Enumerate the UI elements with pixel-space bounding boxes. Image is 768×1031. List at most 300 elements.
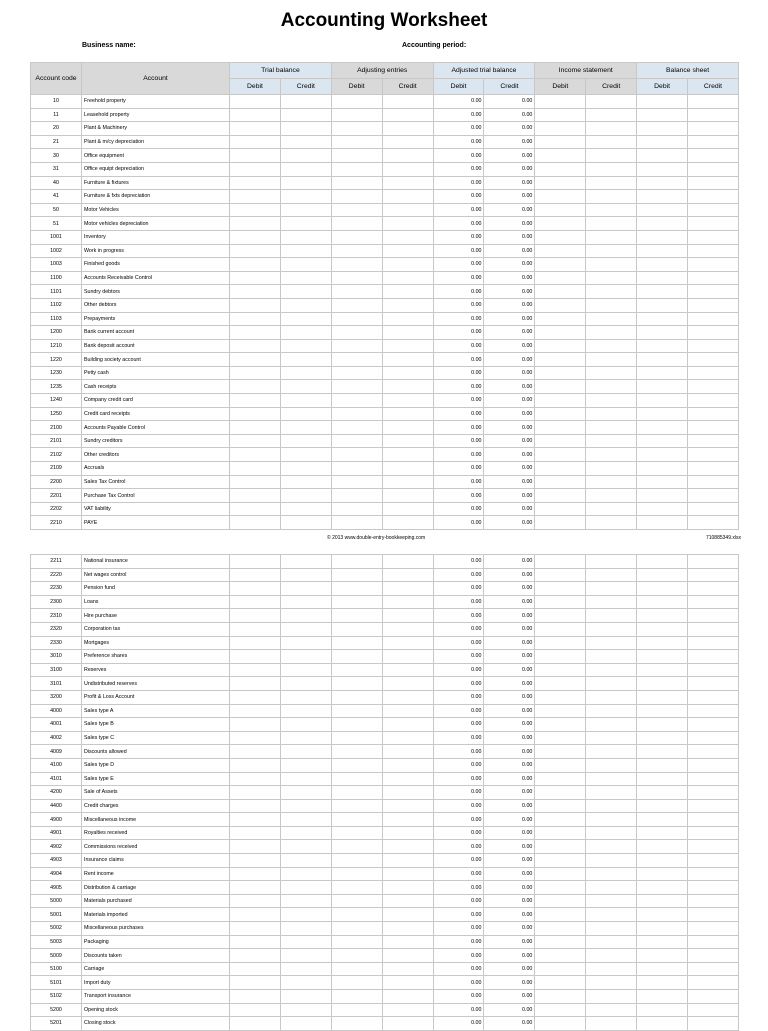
amount-cell[interactable] (280, 312, 331, 326)
account-code-cell[interactable]: 4905 (31, 881, 82, 895)
amount-cell[interactable] (280, 758, 331, 772)
adjusted-credit-cell[interactable]: 0.00 (484, 677, 535, 691)
amount-cell[interactable] (637, 935, 688, 949)
amount-cell[interactable] (688, 935, 739, 949)
amount-cell[interactable] (280, 636, 331, 650)
amount-cell[interactable] (280, 690, 331, 704)
adjusted-debit-cell[interactable]: 0.00 (433, 516, 484, 530)
amount-cell[interactable] (382, 582, 433, 596)
adjusted-debit-cell[interactable]: 0.00 (433, 217, 484, 231)
account-name-cell[interactable]: Bank deposit account (82, 339, 230, 353)
account-code-cell[interactable]: 2102 (31, 448, 82, 462)
amount-cell[interactable] (535, 758, 586, 772)
adjusted-debit-cell[interactable]: 0.00 (433, 339, 484, 353)
amount-cell[interactable] (586, 448, 637, 462)
amount-cell[interactable] (688, 922, 739, 936)
amount-cell[interactable] (688, 475, 739, 489)
amount-cell[interactable] (280, 339, 331, 353)
amount-cell[interactable] (230, 339, 281, 353)
amount-cell[interactable] (230, 122, 281, 136)
amount-cell[interactable] (230, 813, 281, 827)
amount-cell[interactable] (331, 176, 382, 190)
amount-cell[interactable] (382, 772, 433, 786)
amount-cell[interactable] (637, 1003, 688, 1017)
amount-cell[interactable] (230, 516, 281, 530)
amount-cell[interactable] (535, 636, 586, 650)
adjusted-debit-cell[interactable]: 0.00 (433, 122, 484, 136)
amount-cell[interactable] (586, 799, 637, 813)
adjusted-credit-cell[interactable]: 0.00 (484, 489, 535, 503)
amount-cell[interactable] (331, 854, 382, 868)
amount-cell[interactable] (331, 731, 382, 745)
amount-cell[interactable] (688, 339, 739, 353)
adjusted-debit-cell[interactable]: 0.00 (433, 190, 484, 204)
adjusted-credit-cell[interactable]: 0.00 (484, 786, 535, 800)
amount-cell[interactable] (230, 840, 281, 854)
amount-cell[interactable] (280, 394, 331, 408)
adjusted-debit-cell[interactable]: 0.00 (433, 772, 484, 786)
amount-cell[interactable] (586, 285, 637, 299)
amount-cell[interactable] (535, 622, 586, 636)
amount-cell[interactable] (382, 990, 433, 1004)
adjusted-credit-cell[interactable]: 0.00 (484, 407, 535, 421)
account-name-cell[interactable]: Sundry creditors (82, 434, 230, 448)
amount-cell[interactable] (688, 663, 739, 677)
adjusted-debit-cell[interactable]: 0.00 (433, 799, 484, 813)
amount-cell[interactable] (382, 677, 433, 691)
adjusted-credit-cell[interactable]: 0.00 (484, 339, 535, 353)
amount-cell[interactable] (230, 1003, 281, 1017)
adjusted-debit-cell[interactable]: 0.00 (433, 636, 484, 650)
amount-cell[interactable] (382, 462, 433, 476)
amount-cell[interactable] (331, 203, 382, 217)
adjusted-credit-cell[interactable]: 0.00 (484, 462, 535, 476)
amount-cell[interactable] (535, 203, 586, 217)
account-code-cell[interactable]: 1240 (31, 394, 82, 408)
account-name-cell[interactable]: Sale of Assets (82, 786, 230, 800)
amount-cell[interactable] (331, 990, 382, 1004)
amount-cell[interactable] (331, 448, 382, 462)
adjusted-credit-cell[interactable]: 0.00 (484, 758, 535, 772)
amount-cell[interactable] (688, 609, 739, 623)
amount-cell[interactable] (280, 922, 331, 936)
account-code-cell[interactable]: 1103 (31, 312, 82, 326)
amount-cell[interactable] (535, 677, 586, 691)
adjusted-debit-cell[interactable]: 0.00 (433, 826, 484, 840)
adjusted-credit-cell[interactable]: 0.00 (484, 731, 535, 745)
amount-cell[interactable] (280, 271, 331, 285)
adjusted-credit-cell[interactable]: 0.00 (484, 380, 535, 394)
account-name-cell[interactable]: Accounts Receivable Control (82, 271, 230, 285)
amount-cell[interactable] (382, 555, 433, 569)
amount-cell[interactable] (535, 731, 586, 745)
account-name-cell[interactable]: Rent income (82, 867, 230, 881)
amount-cell[interactable] (230, 854, 281, 868)
account-name-cell[interactable]: Import duty (82, 976, 230, 990)
adjusted-credit-cell[interactable]: 0.00 (484, 663, 535, 677)
amount-cell[interactable] (586, 595, 637, 609)
amount-cell[interactable] (230, 95, 281, 109)
account-code-cell[interactable]: 30 (31, 149, 82, 163)
amount-cell[interactable] (688, 244, 739, 258)
amount-cell[interactable] (331, 108, 382, 122)
amount-cell[interactable] (637, 840, 688, 854)
amount-cell[interactable] (280, 718, 331, 732)
adjusted-debit-cell[interactable]: 0.00 (433, 663, 484, 677)
adjusted-debit-cell[interactable]: 0.00 (433, 718, 484, 732)
account-name-cell[interactable]: Credit charges (82, 799, 230, 813)
amount-cell[interactable] (230, 162, 281, 176)
amount-cell[interactable] (230, 881, 281, 895)
amount-cell[interactable] (688, 976, 739, 990)
amount-cell[interactable] (586, 826, 637, 840)
account-name-cell[interactable]: Finished goods (82, 258, 230, 272)
account-name-cell[interactable]: Office equipment (82, 149, 230, 163)
amount-cell[interactable] (535, 595, 586, 609)
amount-cell[interactable] (637, 448, 688, 462)
amount-cell[interactable] (637, 326, 688, 340)
amount-cell[interactable] (586, 462, 637, 476)
amount-cell[interactable] (688, 704, 739, 718)
amount-cell[interactable] (586, 582, 637, 596)
adjusted-debit-cell[interactable]: 0.00 (433, 894, 484, 908)
account-name-cell[interactable]: Mortgages (82, 636, 230, 650)
amount-cell[interactable] (586, 704, 637, 718)
amount-cell[interactable] (382, 1017, 433, 1031)
amount-cell[interactable] (280, 813, 331, 827)
adjusted-debit-cell[interactable]: 0.00 (433, 421, 484, 435)
adjusted-debit-cell[interactable]: 0.00 (433, 949, 484, 963)
amount-cell[interactable] (637, 95, 688, 109)
account-code-cell[interactable]: 5000 (31, 894, 82, 908)
adjusted-debit-cell[interactable]: 0.00 (433, 758, 484, 772)
adjusted-debit-cell[interactable]: 0.00 (433, 609, 484, 623)
account-code-cell[interactable]: 50 (31, 203, 82, 217)
amount-cell[interactable] (586, 122, 637, 136)
amount-cell[interactable] (230, 867, 281, 881)
amount-cell[interactable] (586, 758, 637, 772)
amount-cell[interactable] (331, 312, 382, 326)
amount-cell[interactable] (280, 230, 331, 244)
amount-cell[interactable] (280, 663, 331, 677)
amount-cell[interactable] (331, 704, 382, 718)
account-code-cell[interactable]: 2200 (31, 475, 82, 489)
adjusted-debit-cell[interactable]: 0.00 (433, 230, 484, 244)
amount-cell[interactable] (535, 949, 586, 963)
adjusted-credit-cell[interactable]: 0.00 (484, 475, 535, 489)
amount-cell[interactable] (688, 462, 739, 476)
adjusted-credit-cell[interactable]: 0.00 (484, 772, 535, 786)
amount-cell[interactable] (331, 162, 382, 176)
amount-cell[interactable] (535, 976, 586, 990)
amount-cell[interactable] (688, 636, 739, 650)
account-code-cell[interactable]: 4000 (31, 704, 82, 718)
amount-cell[interactable] (688, 230, 739, 244)
amount-cell[interactable] (280, 786, 331, 800)
amount-cell[interactable] (331, 1017, 382, 1031)
account-code-cell[interactable]: 4200 (31, 786, 82, 800)
amount-cell[interactable] (637, 772, 688, 786)
amount-cell[interactable] (688, 690, 739, 704)
amount-cell[interactable] (230, 285, 281, 299)
adjusted-credit-cell[interactable]: 0.00 (484, 258, 535, 272)
account-code-cell[interactable]: 4100 (31, 758, 82, 772)
adjusted-credit-cell[interactable]: 0.00 (484, 894, 535, 908)
amount-cell[interactable] (280, 772, 331, 786)
amount-cell[interactable] (688, 176, 739, 190)
amount-cell[interactable] (230, 149, 281, 163)
adjusted-credit-cell[interactable]: 0.00 (484, 176, 535, 190)
amount-cell[interactable] (230, 366, 281, 380)
account-name-cell[interactable]: Office equipt depreciation (82, 162, 230, 176)
amount-cell[interactable] (382, 203, 433, 217)
amount-cell[interactable] (535, 339, 586, 353)
amount-cell[interactable] (331, 935, 382, 949)
amount-cell[interactable] (382, 162, 433, 176)
amount-cell[interactable] (535, 448, 586, 462)
adjusted-credit-cell[interactable]: 0.00 (484, 799, 535, 813)
adjusted-credit-cell[interactable]: 0.00 (484, 976, 535, 990)
amount-cell[interactable] (331, 149, 382, 163)
amount-cell[interactable] (280, 298, 331, 312)
amount-cell[interactable] (637, 258, 688, 272)
adjusted-credit-cell[interactable]: 0.00 (484, 516, 535, 530)
account-code-cell[interactable]: 1102 (31, 298, 82, 312)
amount-cell[interactable] (637, 690, 688, 704)
amount-cell[interactable] (230, 636, 281, 650)
amount-cell[interactable] (535, 840, 586, 854)
amount-cell[interactable] (535, 609, 586, 623)
amount-cell[interactable] (586, 922, 637, 936)
account-code-cell[interactable]: 1220 (31, 353, 82, 367)
amount-cell[interactable] (637, 758, 688, 772)
amount-cell[interactable] (586, 854, 637, 868)
amount-cell[interactable] (331, 434, 382, 448)
adjusted-debit-cell[interactable]: 0.00 (433, 840, 484, 854)
amount-cell[interactable] (230, 609, 281, 623)
amount-cell[interactable] (535, 1003, 586, 1017)
amount-cell[interactable] (637, 663, 688, 677)
adjusted-debit-cell[interactable]: 0.00 (433, 704, 484, 718)
adjusted-debit-cell[interactable]: 0.00 (433, 95, 484, 109)
amount-cell[interactable] (280, 285, 331, 299)
amount-cell[interactable] (382, 108, 433, 122)
amount-cell[interactable] (280, 448, 331, 462)
amount-cell[interactable] (280, 244, 331, 258)
account-code-cell[interactable]: 2202 (31, 502, 82, 516)
adjusted-debit-cell[interactable]: 0.00 (433, 149, 484, 163)
amount-cell[interactable] (586, 1003, 637, 1017)
amount-cell[interactable] (535, 271, 586, 285)
amount-cell[interactable] (382, 908, 433, 922)
adjusted-debit-cell[interactable]: 0.00 (433, 244, 484, 258)
amount-cell[interactable] (535, 258, 586, 272)
adjusted-credit-cell[interactable]: 0.00 (484, 908, 535, 922)
adjusted-debit-cell[interactable]: 0.00 (433, 922, 484, 936)
amount-cell[interactable] (586, 908, 637, 922)
account-name-cell[interactable]: Discounts taken (82, 949, 230, 963)
account-name-cell[interactable]: National insurance (82, 555, 230, 569)
amount-cell[interactable] (637, 462, 688, 476)
account-name-cell[interactable]: Sales type C (82, 731, 230, 745)
amount-cell[interactable] (382, 718, 433, 732)
amount-cell[interactable] (586, 217, 637, 231)
amount-cell[interactable] (280, 840, 331, 854)
amount-cell[interactable] (535, 799, 586, 813)
adjusted-credit-cell[interactable]: 0.00 (484, 244, 535, 258)
account-code-cell[interactable]: 3100 (31, 663, 82, 677)
adjusted-credit-cell[interactable]: 0.00 (484, 434, 535, 448)
amount-cell[interactable] (280, 1017, 331, 1031)
account-code-cell[interactable]: 4001 (31, 718, 82, 732)
amount-cell[interactable] (382, 622, 433, 636)
amount-cell[interactable] (688, 990, 739, 1004)
amount-cell[interactable] (382, 217, 433, 231)
amount-cell[interactable] (331, 840, 382, 854)
amount-cell[interactable] (688, 258, 739, 272)
amount-cell[interactable] (688, 650, 739, 664)
adjusted-credit-cell[interactable]: 0.00 (484, 285, 535, 299)
amount-cell[interactable] (586, 636, 637, 650)
adjusted-credit-cell[interactable]: 0.00 (484, 555, 535, 569)
adjusted-debit-cell[interactable]: 0.00 (433, 595, 484, 609)
adjusted-credit-cell[interactable]: 0.00 (484, 690, 535, 704)
amount-cell[interactable] (230, 718, 281, 732)
amount-cell[interactable] (637, 475, 688, 489)
amount-cell[interactable] (586, 353, 637, 367)
amount-cell[interactable] (688, 271, 739, 285)
amount-cell[interactable] (637, 502, 688, 516)
amount-cell[interactable] (230, 555, 281, 569)
amount-cell[interactable] (535, 190, 586, 204)
amount-cell[interactable] (637, 786, 688, 800)
adjusted-credit-cell[interactable]: 0.00 (484, 826, 535, 840)
adjusted-debit-cell[interactable]: 0.00 (433, 990, 484, 1004)
amount-cell[interactable] (535, 908, 586, 922)
account-name-cell[interactable]: Company credit card (82, 394, 230, 408)
amount-cell[interactable] (535, 230, 586, 244)
amount-cell[interactable] (688, 312, 739, 326)
amount-cell[interactable] (280, 677, 331, 691)
amount-cell[interactable] (535, 718, 586, 732)
amount-cell[interactable] (280, 516, 331, 530)
amount-cell[interactable] (230, 176, 281, 190)
account-name-cell[interactable]: Furniture & fxts depreciation (82, 190, 230, 204)
account-code-cell[interactable]: 3010 (31, 650, 82, 664)
amount-cell[interactable] (586, 312, 637, 326)
amount-cell[interactable] (688, 285, 739, 299)
account-name-cell[interactable]: Inventory (82, 230, 230, 244)
amount-cell[interactable] (637, 582, 688, 596)
amount-cell[interactable] (382, 922, 433, 936)
amount-cell[interactable] (382, 339, 433, 353)
amount-cell[interactable] (637, 353, 688, 367)
account-code-cell[interactable]: 10 (31, 95, 82, 109)
account-code-cell[interactable]: 5003 (31, 935, 82, 949)
amount-cell[interactable] (586, 1017, 637, 1031)
account-code-cell[interactable]: 1230 (31, 366, 82, 380)
adjusted-credit-cell[interactable]: 0.00 (484, 840, 535, 854)
amount-cell[interactable] (637, 162, 688, 176)
account-name-cell[interactable]: Sales type E (82, 772, 230, 786)
amount-cell[interactable] (586, 772, 637, 786)
account-name-cell[interactable]: Accounts Payable Control (82, 421, 230, 435)
amount-cell[interactable] (688, 162, 739, 176)
amount-cell[interactable] (331, 650, 382, 664)
adjusted-credit-cell[interactable]: 0.00 (484, 622, 535, 636)
amount-cell[interactable] (637, 190, 688, 204)
amount-cell[interactable] (688, 217, 739, 231)
account-name-cell[interactable]: Loans (82, 595, 230, 609)
amount-cell[interactable] (382, 595, 433, 609)
amount-cell[interactable] (688, 582, 739, 596)
amount-cell[interactable] (586, 489, 637, 503)
amount-cell[interactable] (331, 595, 382, 609)
amount-cell[interactable] (586, 516, 637, 530)
amount-cell[interactable] (535, 582, 586, 596)
amount-cell[interactable] (637, 1017, 688, 1031)
amount-cell[interactable] (535, 502, 586, 516)
amount-cell[interactable] (637, 244, 688, 258)
amount-cell[interactable] (688, 1003, 739, 1017)
account-name-cell[interactable]: Net wages control (82, 568, 230, 582)
adjusted-debit-cell[interactable]: 0.00 (433, 568, 484, 582)
amount-cell[interactable] (331, 122, 382, 136)
account-name-cell[interactable]: Materials purchased (82, 894, 230, 908)
amount-cell[interactable] (688, 1017, 739, 1031)
adjusted-debit-cell[interactable]: 0.00 (433, 475, 484, 489)
account-code-cell[interactable]: 3101 (31, 677, 82, 691)
adjusted-debit-cell[interactable]: 0.00 (433, 690, 484, 704)
amount-cell[interactable] (535, 217, 586, 231)
account-name-cell[interactable]: Cash receipts (82, 380, 230, 394)
account-code-cell[interactable]: 2330 (31, 636, 82, 650)
amount-cell[interactable] (230, 772, 281, 786)
adjusted-debit-cell[interactable]: 0.00 (433, 258, 484, 272)
amount-cell[interactable] (688, 677, 739, 691)
amount-cell[interactable] (688, 326, 739, 340)
account-name-cell[interactable]: Materials imported (82, 908, 230, 922)
amount-cell[interactable] (331, 339, 382, 353)
amount-cell[interactable] (230, 258, 281, 272)
amount-cell[interactable] (637, 176, 688, 190)
amount-cell[interactable] (331, 867, 382, 881)
amount-cell[interactable] (637, 636, 688, 650)
adjusted-credit-cell[interactable]: 0.00 (484, 149, 535, 163)
adjusted-credit-cell[interactable]: 0.00 (484, 595, 535, 609)
amount-cell[interactable] (535, 704, 586, 718)
amount-cell[interactable] (230, 108, 281, 122)
amount-cell[interactable] (688, 434, 739, 448)
amount-cell[interactable] (230, 663, 281, 677)
amount-cell[interactable] (382, 854, 433, 868)
amount-cell[interactable] (586, 162, 637, 176)
account-code-cell[interactable]: 3200 (31, 690, 82, 704)
account-code-cell[interactable]: 5001 (31, 908, 82, 922)
account-name-cell[interactable]: Miscellaneous income (82, 813, 230, 827)
amount-cell[interactable] (382, 353, 433, 367)
amount-cell[interactable] (331, 462, 382, 476)
amount-cell[interactable] (637, 976, 688, 990)
amount-cell[interactable] (382, 326, 433, 340)
account-name-cell[interactable]: Sales Tax Control (82, 475, 230, 489)
amount-cell[interactable] (586, 230, 637, 244)
amount-cell[interactable] (230, 622, 281, 636)
adjusted-credit-cell[interactable]: 0.00 (484, 636, 535, 650)
amount-cell[interactable] (586, 881, 637, 895)
adjusted-credit-cell[interactable]: 0.00 (484, 230, 535, 244)
amount-cell[interactable] (535, 826, 586, 840)
